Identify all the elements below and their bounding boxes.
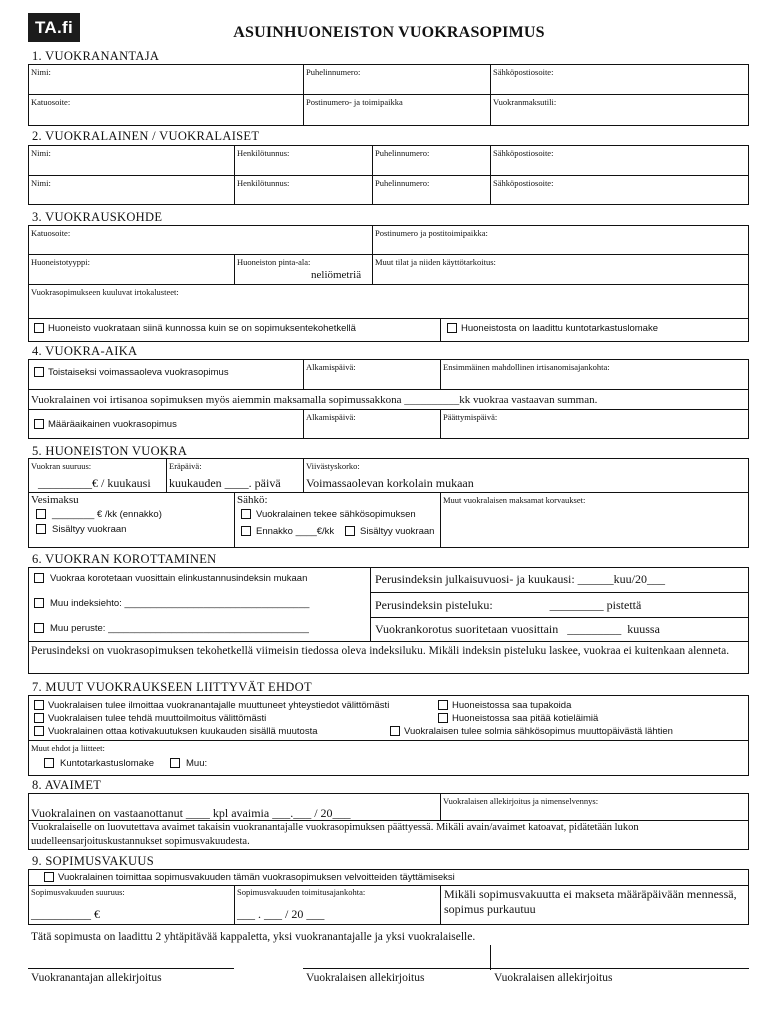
due-date-label: Eräpäivä: [169,461,202,471]
landlord-street-label: Katuosoite: [31,97,71,107]
contact-info-checkbox[interactable] [34,700,44,710]
landlord-postal-label: Postinumero- ja toimipaikka [306,97,403,107]
index-explanation: Perusindeksi on vuokrasopimuksen tekohetkellä viimeisin tiedossa oleva indeksiluku. Mikäli indeksin pisteluku laskee, vuokraa ei kuitenkaan alenneta. [31,645,730,657]
deposit-amount-field[interactable]: __________ € [31,907,100,921]
deposit-amount-label: Sopimusvakuuden suuruus: [31,887,125,897]
electricity-contract-term-label: Vuokralaisen tulee solmia sähkösopimus muuttopäivästä lähtien [404,726,673,737]
deposit-date-label: Sopimusvakuuden toimitusajankohta: [237,887,366,897]
landlord-signature-line[interactable] [28,968,234,969]
fixed-start-date-label: Alkamispäivä: [306,412,356,422]
section-7-heading: 7. MUUT VUOKRAUKSEEN LIITTYVÄT EHDOT [32,680,312,694]
section-5-heading: 5. HUONEISTON VUOKRA [32,444,188,458]
other-attachment-checkbox[interactable] [170,758,180,768]
floor-area-label: Huoneiston pinta-ala: [237,257,311,267]
other-charges-label: Muut vuokralaisen maksamat korvaukset: [443,495,586,505]
other-attachment-label: Muu: [186,758,208,769]
landlord-signature-caption: Vuokranantajan allekirjoitus [31,972,162,984]
section-1-box [28,64,749,126]
water-advance-label: ________ € /kk (ennakko) [52,509,162,520]
landlord-email-label: Sähköpostiosoite: [493,67,554,77]
electricity-contract-term-checkbox[interactable] [390,726,400,736]
condition-checkbox[interactable] [34,323,44,333]
section-4-heading: 4. VUOKRA-AIKA [32,344,138,358]
tenant2-email-label: Sähköpostiosoite: [493,178,554,188]
other-spaces-label: Muut tilat ja niiden käyttötarkoitus: [375,257,496,267]
water-included-label: Sisältyy vuokraan [52,524,127,535]
section-2-heading: 2. VUOKRALAINEN / VUOKRALAISET [32,129,260,143]
smoking-label: Huoneistossa saa tupakoida [452,700,572,711]
tenant1-phone-label: Puhelinnumero: [375,148,430,158]
other-terms-label: Muut ehdot ja liitteet: [31,743,105,753]
property-postal-label: Postinumero ja postitoimipaikka: [375,228,488,238]
inspection-form-label: Huoneistosta on laadittu kuntotarkastuslomake [461,323,658,334]
tenant1-signature-caption: Vuokralaisen allekirjoitus [306,972,425,984]
deposit-label: Vuokralainen toimittaa sopimusvakuuden tämän vuokrasopimuksen velvoitteiden täyttämiseksi [58,872,455,883]
annual-increase-month-field[interactable]: Vuokrankorotus suoritetaan vuosittain _________ kuussa [375,622,660,636]
copies-statement: Tätä sopimusta on laadittu 2 yhtäpitävää kappaletta, yksi vuokranantajalle ja yksi vuokralaiselle. [31,931,476,943]
other-basis-label: Muu peruste: ______________________________________ [50,623,309,634]
inspection-attachment-label: Kuntotarkastuslomake [60,758,154,769]
square-meters-unit: neliömetriä [311,269,362,281]
other-index-label: Muu indeksiehto: ___________________________________ [50,598,310,609]
section-1-heading: 1. VUOKRANANTAJA [32,49,160,63]
condition-label: Huoneisto vuokrataan siinä kunnossa kuin se on sopimuksentekohetkellä [48,323,356,334]
electricity-label: Sähkö: [237,494,268,506]
inspection-attachment-checkbox[interactable] [44,758,54,768]
start-date-label: Alkamispäivä: [306,362,356,372]
home-insurance-checkbox[interactable] [34,726,44,736]
deposit-termination-text: Mikäli sopimusvakuutta ei makseta määräpäivään mennessä, sopimus purkautuu [444,887,737,916]
electricity-contract-label: Vuokralainen tekee sähkösopimuksen [256,509,416,520]
early-termination-text: Vuokralainen voi irtisanoa sopimuksen myös aiemmin maksamalla sopimussakkona __________kk vuokraa vastaavan summan. [31,394,598,406]
property-street-label: Katuosoite: [31,228,71,238]
water-advance-checkbox[interactable] [36,509,46,519]
tenant2-phone-label: Puhelinnumero: [375,178,430,188]
keys-received-field[interactable]: Vuokralainen on vastaanottanut ____ kpl avaimia ___.___ / 20___ [31,806,351,820]
electricity-advance-label: Ennakko ____€/kk [256,526,335,537]
contact-info-label: Vuokralaisen tulee ilmoittaa vuokranantajalle muuttuneet yhteystiedot välittömästi [48,700,390,711]
keys-return-text: Vuokralaiselle on luovutettava avaimet takaisin vuokranantajalle vuokrasopimuksen päättyessä. Mikäli avain/avaimet katoavat, pidätetään lukon uudelleensarjoituskustannukset sopimusvakuudesta. [31,822,639,847]
tenant1-email-label: Sähköpostiosoite: [493,148,554,158]
section-6-heading: 6. VUOKRAN KOROTTAMINEN [32,552,217,566]
smoking-checkbox[interactable] [438,700,448,710]
tenant2-name-label: Nimi: [31,178,51,188]
tenant2-id-label: Henkilötunnus: [237,178,290,188]
section-8-heading: 8. AVAIMET [32,778,102,792]
tenant-signature-label: Vuokralaisen allekirjoitus ja nimenselvennys: [443,796,599,806]
tenant1-name-label: Nimi: [31,148,51,158]
electricity-advance-checkbox[interactable] [241,526,251,536]
base-index-month-field[interactable]: Perusindeksin julkaisuvuosi- ja kuukausi: ______kuu/20___ [375,572,665,586]
fixed-term-label: Määräaikainen vuokrasopimus [48,419,177,430]
rent-amount-label: Vuokran suuruus: [31,461,92,471]
deposit-date-field[interactable]: ___ . ___ / 20 ___ [237,907,325,921]
cpi-increase-label: Vuokraa korotetaan vuosittain elinkustannusindeksin mukaan [50,573,308,584]
water-included-checkbox[interactable] [36,524,46,534]
tenant2-signature-caption: Vuokralaisen allekirjoitus [494,972,613,984]
deposit-checkbox[interactable] [44,872,54,882]
interest-law-text: Voimassaolevan korkolain mukaan [306,476,474,490]
tenant-signature-line[interactable] [303,968,749,969]
due-day-field[interactable]: kuukauden ____. päivä [169,476,281,490]
water-fee-label: Vesimaksu [31,494,79,506]
pets-checkbox[interactable] [438,713,448,723]
landlord-account-label: Vuokranmaksutili: [493,97,557,107]
indefinite-lease-label: Toistaiseksi voimassaoleva vuokrasopimus [48,367,229,378]
apartment-type-label: Huoneistotyyppi: [31,257,91,267]
landlord-phone-label: Puhelinnumero: [306,67,361,77]
electricity-included-checkbox[interactable] [345,526,355,536]
move-notice-checkbox[interactable] [34,713,44,723]
termination-date-label: Ensimmäinen mahdollinen irtisanomisajankohta: [443,362,610,372]
rent-per-month-field[interactable]: _________€ / kuukausi [38,476,151,490]
tenant1-id-label: Henkilötunnus: [237,148,290,158]
electricity-included-label: Sisältyy vuokraan [360,526,435,537]
section-3-heading: 3. VUOKRAUSKOHDE [32,210,163,224]
home-insurance-label: Vuokralainen ottaa kotivakuutuksen kuukauden sisällä muutosta [48,726,318,737]
ta-fi-logo: TA.fi [28,13,80,42]
electricity-contract-checkbox[interactable] [241,509,251,519]
landlord-name-label: Nimi: [31,67,51,77]
furniture-label: Vuokrasopimukseen kuuluvat irtokalusteet: [31,287,179,297]
fixed-term-checkbox[interactable] [34,419,44,429]
other-index-checkbox[interactable] [34,598,44,608]
pets-label: Huoneistossa saa pitää kotieläimiä [452,713,599,724]
other-basis-checkbox[interactable] [34,623,44,633]
move-notice-label: Vuokralaisen tulee tehdä muuttoilmoitus välittömästi [48,713,267,724]
indefinite-lease-checkbox[interactable] [34,367,44,377]
page-title: ASUINHUONEISTON VUOKRASOPIMUS [233,24,545,41]
base-index-points-field[interactable]: Perusindeksin pisteluku: _________ pistettä [375,598,642,612]
end-date-label: Päättymispäivä: [443,412,498,422]
late-interest-label: Viivästyskorko: [306,461,360,471]
section-9-heading: 9. SOPIMUSVAKUUS [32,854,154,868]
cpi-increase-checkbox[interactable] [34,573,44,583]
inspection-form-checkbox[interactable] [447,323,457,333]
